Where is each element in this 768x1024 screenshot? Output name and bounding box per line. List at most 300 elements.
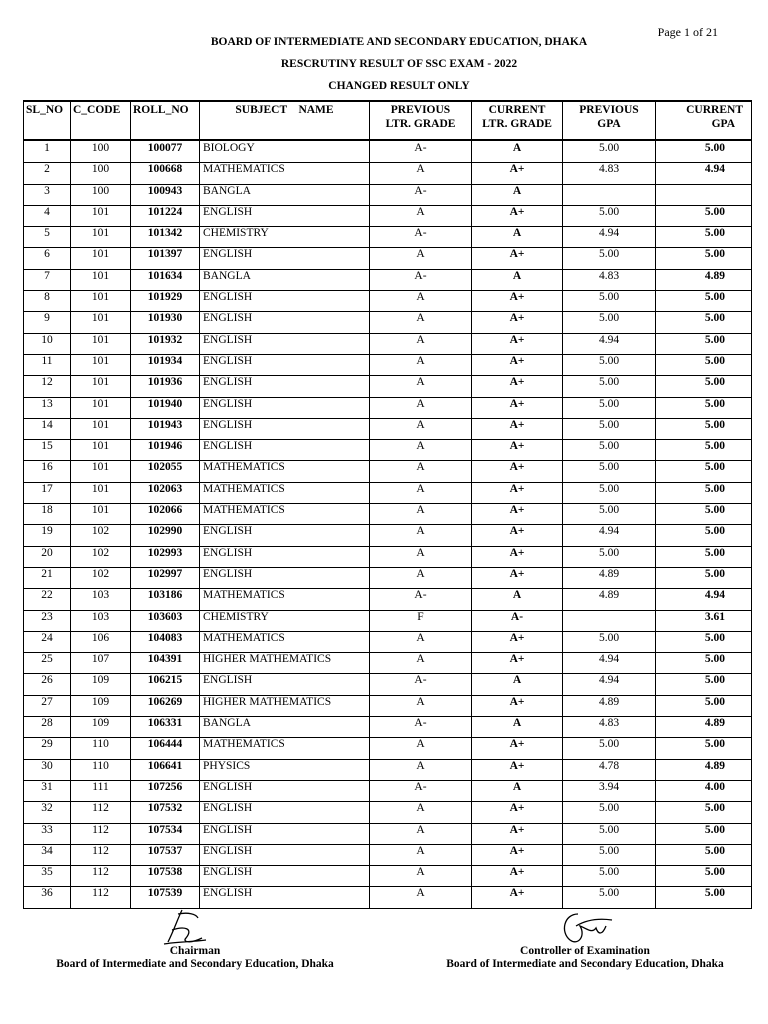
- cell-sl-no: 16: [24, 461, 71, 482]
- cell-previous-grade: A: [370, 738, 472, 759]
- cell-previous-grade: A-: [370, 589, 472, 610]
- cell-roll-no: 102063: [131, 482, 200, 503]
- cell-c-code: 100: [71, 140, 131, 163]
- cell-current-gpa: 4.89: [656, 269, 752, 290]
- cell-current-grade: A: [472, 227, 563, 248]
- cell-roll-no: 107256: [131, 780, 200, 801]
- cell-roll-no: 103603: [131, 610, 200, 631]
- cell-c-code: 101: [71, 333, 131, 354]
- cell-sl-no: 28: [24, 717, 71, 738]
- col-header-subject-name: SUBJECT NAME: [200, 101, 370, 140]
- cell-subject: BANGLA: [200, 269, 370, 290]
- cell-current-grade: A+: [472, 631, 563, 652]
- cell-roll-no: 102990: [131, 525, 200, 546]
- table-row: [24, 163, 752, 184]
- cell-previous-grade: A: [370, 418, 472, 439]
- cell-sl-no: 7: [24, 269, 71, 290]
- cell-roll-no: 106215: [131, 674, 200, 695]
- cell-previous-grade: A-: [370, 227, 472, 248]
- cell-previous-grade: A: [370, 844, 472, 865]
- cell-sl-no: 24: [24, 631, 71, 652]
- cell-roll-no: 101936: [131, 376, 200, 397]
- chairman-org: Board of Intermediate and Secondary Education, Dhaka: [56, 958, 334, 970]
- cell-previous-gpa: 5.00: [563, 504, 656, 525]
- cell-c-code: 101: [71, 482, 131, 503]
- cell-current-grade: A+: [472, 525, 563, 546]
- cell-subject: ENGLISH: [200, 525, 370, 546]
- cell-roll-no: 101929: [131, 291, 200, 312]
- cell-c-code: 101: [71, 461, 131, 482]
- cell-subject: MATHEMATICS: [200, 589, 370, 610]
- cell-previous-grade: A: [370, 397, 472, 418]
- cell-current-grade: A+: [472, 440, 563, 461]
- cell-roll-no: 101397: [131, 248, 200, 269]
- table-row: [24, 440, 752, 461]
- cell-previous-gpa: 4.94: [563, 653, 656, 674]
- cell-previous-gpa: 5.00: [563, 461, 656, 482]
- cell-current-grade: A+: [472, 887, 563, 908]
- cell-sl-no: 18: [24, 504, 71, 525]
- cell-current-gpa: 4.94: [656, 163, 752, 184]
- table-row: [24, 248, 752, 269]
- cell-current-gpa: 5.00: [656, 461, 752, 482]
- cell-c-code: 101: [71, 248, 131, 269]
- cell-previous-gpa: 5.00: [563, 291, 656, 312]
- cell-subject: ENGLISH: [200, 780, 370, 801]
- table-row: [24, 205, 752, 226]
- cell-roll-no: 106269: [131, 695, 200, 716]
- cell-current-grade: A+: [472, 823, 563, 844]
- cell-current-gpa: 5.00: [656, 504, 752, 525]
- cell-previous-gpa: 4.94: [563, 525, 656, 546]
- cell-previous-gpa: 4.83: [563, 163, 656, 184]
- cell-previous-gpa: 5.00: [563, 887, 656, 908]
- cell-c-code: 101: [71, 397, 131, 418]
- chairman-title: Chairman: [169, 945, 221, 957]
- cell-c-code: 112: [71, 802, 131, 823]
- cell-sl-no: 8: [24, 291, 71, 312]
- cell-roll-no: 102993: [131, 546, 200, 567]
- cell-sl-no: 4: [24, 205, 71, 226]
- cell-subject: MATHEMATICS: [200, 631, 370, 652]
- cell-roll-no: 102066: [131, 504, 200, 525]
- cell-current-gpa: 4.89: [656, 717, 752, 738]
- cell-c-code: 101: [71, 376, 131, 397]
- cell-c-code: 106: [71, 631, 131, 652]
- table-row: [24, 674, 752, 695]
- cell-previous-gpa: 4.89: [563, 695, 656, 716]
- cell-sl-no: 21: [24, 567, 71, 588]
- table-row: [24, 504, 752, 525]
- cell-previous-gpa: 5.00: [563, 844, 656, 865]
- table-row: [24, 418, 752, 439]
- cell-roll-no: 100077: [131, 140, 200, 163]
- cell-subject: ENGLISH: [200, 354, 370, 375]
- cell-previous-grade: F: [370, 610, 472, 631]
- cell-previous-grade: A: [370, 887, 472, 908]
- table-row: [24, 397, 752, 418]
- cell-current-gpa: 5.00: [656, 674, 752, 695]
- cell-current-gpa: 5.00: [656, 567, 752, 588]
- cell-roll-no: 104083: [131, 631, 200, 652]
- cell-current-grade: A+: [472, 546, 563, 567]
- cell-current-grade: A: [472, 269, 563, 290]
- col-header-roll-no: ROLL_NO: [131, 101, 200, 140]
- cell-c-code: 103: [71, 610, 131, 631]
- cell-subject: ENGLISH: [200, 887, 370, 908]
- cell-previous-grade: A-: [370, 140, 472, 163]
- cell-subject: HIGHER MATHEMATICS: [200, 695, 370, 716]
- cell-previous-grade: A: [370, 504, 472, 525]
- table-row: [24, 631, 752, 652]
- cell-current-grade: A+: [472, 504, 563, 525]
- cell-c-code: 101: [71, 312, 131, 333]
- cell-sl-no: 32: [24, 802, 71, 823]
- cell-subject: ENGLISH: [200, 802, 370, 823]
- cell-current-grade: A+: [472, 376, 563, 397]
- cell-current-grade: A: [472, 717, 563, 738]
- cell-current-gpa: [656, 184, 752, 205]
- cell-current-gpa: 4.00: [656, 780, 752, 801]
- cell-current-grade: A+: [472, 866, 563, 887]
- cell-roll-no: 102055: [131, 461, 200, 482]
- cell-subject: ENGLISH: [200, 333, 370, 354]
- cell-previous-gpa: 5.00: [563, 354, 656, 375]
- cell-previous-grade: A: [370, 376, 472, 397]
- cell-subject: BANGLA: [200, 184, 370, 205]
- page-number: Page 1 of 21: [657, 25, 718, 39]
- cell-current-grade: A: [472, 674, 563, 695]
- cell-c-code: 101: [71, 354, 131, 375]
- cell-c-code: 102: [71, 525, 131, 546]
- cell-current-gpa: 5.00: [656, 354, 752, 375]
- cell-c-code: 110: [71, 738, 131, 759]
- cell-previous-grade: A-: [370, 269, 472, 290]
- cell-current-grade: A+: [472, 205, 563, 226]
- table-row: [24, 227, 752, 248]
- col-header-previous-grade: PREVIOUS LTR. GRADE: [370, 101, 472, 140]
- cell-current-grade: A: [472, 140, 563, 163]
- cell-subject: PHYSICS: [200, 759, 370, 780]
- cell-roll-no: 101930: [131, 312, 200, 333]
- cell-current-gpa: 5.00: [656, 140, 752, 163]
- table-row: [24, 759, 752, 780]
- table-row: [24, 269, 752, 290]
- table-row: [24, 589, 752, 610]
- cell-sl-no: 15: [24, 440, 71, 461]
- cell-current-grade: A+: [472, 802, 563, 823]
- cell-previous-grade: A: [370, 482, 472, 503]
- cell-subject: ENGLISH: [200, 823, 370, 844]
- cell-previous-grade: A: [370, 567, 472, 588]
- cell-sl-no: 6: [24, 248, 71, 269]
- cell-roll-no: 101224: [131, 205, 200, 226]
- cell-previous-gpa: 5.00: [563, 546, 656, 567]
- cell-previous-grade: A: [370, 802, 472, 823]
- cell-sl-no: 29: [24, 738, 71, 759]
- cell-previous-gpa: 4.94: [563, 333, 656, 354]
- results-table: [23, 100, 752, 909]
- cell-current-gpa: 5.00: [656, 333, 752, 354]
- cell-current-gpa: 5.00: [656, 738, 752, 759]
- cell-roll-no: 107537: [131, 844, 200, 865]
- col-header-current-gpa: CURRENT GPA: [656, 101, 752, 140]
- cell-c-code: 102: [71, 567, 131, 588]
- cell-current-grade: A: [472, 780, 563, 801]
- cell-previous-grade: A: [370, 354, 472, 375]
- cell-current-gpa: 5.00: [656, 205, 752, 226]
- col-header-previous-gpa: PREVIOUS GPA: [563, 101, 656, 140]
- cell-c-code: 111: [71, 780, 131, 801]
- cell-sl-no: 17: [24, 482, 71, 503]
- cell-current-gpa: 5.00: [656, 525, 752, 546]
- cell-c-code: 100: [71, 184, 131, 205]
- cell-previous-grade: A-: [370, 717, 472, 738]
- table-row: [24, 866, 752, 887]
- cell-current-gpa: 5.00: [656, 312, 752, 333]
- cell-previous-gpa: 5.00: [563, 312, 656, 333]
- cell-roll-no: 100943: [131, 184, 200, 205]
- cell-roll-no: 107538: [131, 866, 200, 887]
- cell-current-grade: A-: [472, 610, 563, 631]
- cell-current-gpa: 5.00: [656, 844, 752, 865]
- cell-current-grade: A+: [472, 844, 563, 865]
- cell-subject: MATHEMATICS: [200, 482, 370, 503]
- cell-subject: HIGHER MATHEMATICS: [200, 653, 370, 674]
- cell-c-code: 101: [71, 291, 131, 312]
- cell-roll-no: 103186: [131, 589, 200, 610]
- table-header-row: [24, 101, 752, 140]
- cell-sl-no: 12: [24, 376, 71, 397]
- table-row: [24, 567, 752, 588]
- cell-subject: MATHEMATICS: [200, 163, 370, 184]
- cell-sl-no: 9: [24, 312, 71, 333]
- cell-subject: ENGLISH: [200, 291, 370, 312]
- cell-current-gpa: 5.00: [656, 866, 752, 887]
- cell-sl-no: 27: [24, 695, 71, 716]
- cell-current-grade: A+: [472, 695, 563, 716]
- cell-sl-no: 22: [24, 589, 71, 610]
- cell-current-gpa: 4.89: [656, 759, 752, 780]
- cell-previous-grade: A: [370, 866, 472, 887]
- cell-previous-gpa: 4.94: [563, 674, 656, 695]
- cell-previous-gpa: 4.89: [563, 567, 656, 588]
- table-row: [24, 738, 752, 759]
- cell-sl-no: 1: [24, 140, 71, 163]
- cell-sl-no: 35: [24, 866, 71, 887]
- cell-subject: ENGLISH: [200, 418, 370, 439]
- cell-current-gpa: 5.00: [656, 440, 752, 461]
- cell-current-gpa: 5.00: [656, 653, 752, 674]
- cell-previous-gpa: 5.00: [563, 802, 656, 823]
- cell-current-gpa: 5.00: [656, 291, 752, 312]
- cell-current-grade: A+: [472, 461, 563, 482]
- table-row: [24, 333, 752, 354]
- table-row: [24, 653, 752, 674]
- cell-subject: ENGLISH: [200, 205, 370, 226]
- cell-previous-gpa: 5.00: [563, 738, 656, 759]
- col-header-current-grade: CURRENT LTR. GRADE: [472, 101, 563, 140]
- cell-previous-gpa: 5.00: [563, 631, 656, 652]
- cell-roll-no: 106444: [131, 738, 200, 759]
- cell-subject: BIOLOGY: [200, 140, 370, 163]
- cell-subject: MATHEMATICS: [200, 738, 370, 759]
- cell-current-gpa: 5.00: [656, 418, 752, 439]
- cell-previous-grade: A-: [370, 674, 472, 695]
- cell-sl-no: 30: [24, 759, 71, 780]
- cell-current-gpa: 5.00: [656, 695, 752, 716]
- cell-previous-grade: A: [370, 653, 472, 674]
- cell-roll-no: 107539: [131, 887, 200, 908]
- cell-sl-no: 23: [24, 610, 71, 631]
- cell-roll-no: 101934: [131, 354, 200, 375]
- cell-c-code: 101: [71, 269, 131, 290]
- col-header-sl-no: SL_NO: [24, 101, 71, 140]
- cell-previous-grade: A: [370, 461, 472, 482]
- cell-current-gpa: 3.61: [656, 610, 752, 631]
- table-row: [24, 844, 752, 865]
- cell-previous-gpa: 5.00: [563, 823, 656, 844]
- exam-title: RESCRUTINY RESULT OF SSC EXAM - 2022: [280, 58, 518, 70]
- cell-previous-gpa: 5.00: [563, 205, 656, 226]
- cell-current-grade: A: [472, 589, 563, 610]
- table-row: [24, 291, 752, 312]
- cell-current-grade: A: [472, 184, 563, 205]
- cell-sl-no: 3: [24, 184, 71, 205]
- cell-c-code: 109: [71, 695, 131, 716]
- cell-previous-gpa: 5.00: [563, 376, 656, 397]
- cell-subject: ENGLISH: [200, 312, 370, 333]
- cell-previous-grade: A: [370, 333, 472, 354]
- cell-subject: ENGLISH: [200, 397, 370, 418]
- cell-subject: ENGLISH: [200, 248, 370, 269]
- cell-current-gpa: 5.00: [656, 397, 752, 418]
- cell-subject: MATHEMATICS: [200, 504, 370, 525]
- cell-sl-no: 25: [24, 653, 71, 674]
- cell-previous-gpa: 5.00: [563, 397, 656, 418]
- report-subtitle: CHANGED RESULT ONLY: [328, 80, 470, 92]
- table-row: [24, 780, 752, 801]
- cell-sl-no: 5: [24, 227, 71, 248]
- table-row: [24, 802, 752, 823]
- cell-current-gpa: 5.00: [656, 482, 752, 503]
- cell-previous-grade: A: [370, 291, 472, 312]
- cell-previous-gpa: 5.00: [563, 482, 656, 503]
- cell-roll-no: 101943: [131, 418, 200, 439]
- cell-current-grade: A+: [472, 248, 563, 269]
- cell-sl-no: 14: [24, 418, 71, 439]
- cell-current-grade: A+: [472, 354, 563, 375]
- cell-previous-gpa: 5.00: [563, 418, 656, 439]
- cell-previous-grade: A: [370, 248, 472, 269]
- cell-c-code: 102: [71, 546, 131, 567]
- cell-current-gpa: 5.00: [656, 887, 752, 908]
- cell-roll-no: 102997: [131, 567, 200, 588]
- cell-previous-gpa: 4.78: [563, 759, 656, 780]
- cell-subject: ENGLISH: [200, 674, 370, 695]
- cell-c-code: 112: [71, 887, 131, 908]
- cell-roll-no: 106641: [131, 759, 200, 780]
- cell-roll-no: 107534: [131, 823, 200, 844]
- cell-c-code: 101: [71, 440, 131, 461]
- cell-c-code: 109: [71, 717, 131, 738]
- chairman-block: [30, 945, 360, 970]
- cell-sl-no: 26: [24, 674, 71, 695]
- cell-previous-grade: A: [370, 759, 472, 780]
- cell-current-grade: A+: [472, 653, 563, 674]
- cell-previous-gpa: [563, 610, 656, 631]
- cell-roll-no: 101634: [131, 269, 200, 290]
- cell-previous-grade: A: [370, 525, 472, 546]
- cell-roll-no: 107532: [131, 802, 200, 823]
- cell-current-grade: A+: [472, 291, 563, 312]
- cell-roll-no: 100668: [131, 163, 200, 184]
- table-row: [24, 717, 752, 738]
- cell-sl-no: 36: [24, 887, 71, 908]
- results-table-body: [24, 140, 752, 908]
- table-row: [24, 376, 752, 397]
- table-row: [24, 610, 752, 631]
- cell-previous-gpa: 3.94: [563, 780, 656, 801]
- cell-subject: BANGLA: [200, 717, 370, 738]
- cell-current-grade: A+: [472, 567, 563, 588]
- cell-roll-no: 101940: [131, 397, 200, 418]
- cell-previous-gpa: 5.00: [563, 866, 656, 887]
- cell-previous-grade: A: [370, 823, 472, 844]
- cell-roll-no: 106331: [131, 717, 200, 738]
- controller-org: Board of Intermediate and Secondary Education, Dhaka: [446, 958, 724, 970]
- cell-c-code: 107: [71, 653, 131, 674]
- cell-current-grade: A+: [472, 312, 563, 333]
- cell-subject: ENGLISH: [200, 546, 370, 567]
- cell-previous-grade: A-: [370, 184, 472, 205]
- cell-sl-no: 34: [24, 844, 71, 865]
- cell-c-code: 112: [71, 866, 131, 887]
- cell-previous-grade: A: [370, 163, 472, 184]
- cell-roll-no: 101342: [131, 227, 200, 248]
- cell-c-code: 101: [71, 504, 131, 525]
- cell-c-code: 100: [71, 163, 131, 184]
- controller-title: Controller of Examination: [520, 945, 650, 957]
- cell-current-gpa: 4.94: [656, 589, 752, 610]
- cell-current-gpa: 5.00: [656, 227, 752, 248]
- cell-current-grade: A+: [472, 333, 563, 354]
- cell-sl-no: 10: [24, 333, 71, 354]
- table-row: [24, 823, 752, 844]
- cell-previous-gpa: 4.83: [563, 717, 656, 738]
- cell-current-gpa: 5.00: [656, 631, 752, 652]
- cell-current-grade: A+: [472, 163, 563, 184]
- cell-sl-no: 20: [24, 546, 71, 567]
- cell-current-gpa: 5.00: [656, 546, 752, 567]
- cell-roll-no: 101932: [131, 333, 200, 354]
- cell-previous-grade: A: [370, 546, 472, 567]
- cell-subject: ENGLISH: [200, 567, 370, 588]
- cell-subject: CHEMISTRY: [200, 227, 370, 248]
- cell-current-gpa: 5.00: [656, 823, 752, 844]
- cell-current-grade: A+: [472, 738, 563, 759]
- cell-c-code: 110: [71, 759, 131, 780]
- cell-current-grade: A+: [472, 482, 563, 503]
- table-row: [24, 184, 752, 205]
- cell-current-gpa: 5.00: [656, 376, 752, 397]
- cell-current-grade: A+: [472, 418, 563, 439]
- cell-subject: ENGLISH: [200, 440, 370, 461]
- cell-c-code: 101: [71, 418, 131, 439]
- cell-previous-gpa: 4.83: [563, 269, 656, 290]
- cell-subject: MATHEMATICS: [200, 461, 370, 482]
- table-row: [24, 695, 752, 716]
